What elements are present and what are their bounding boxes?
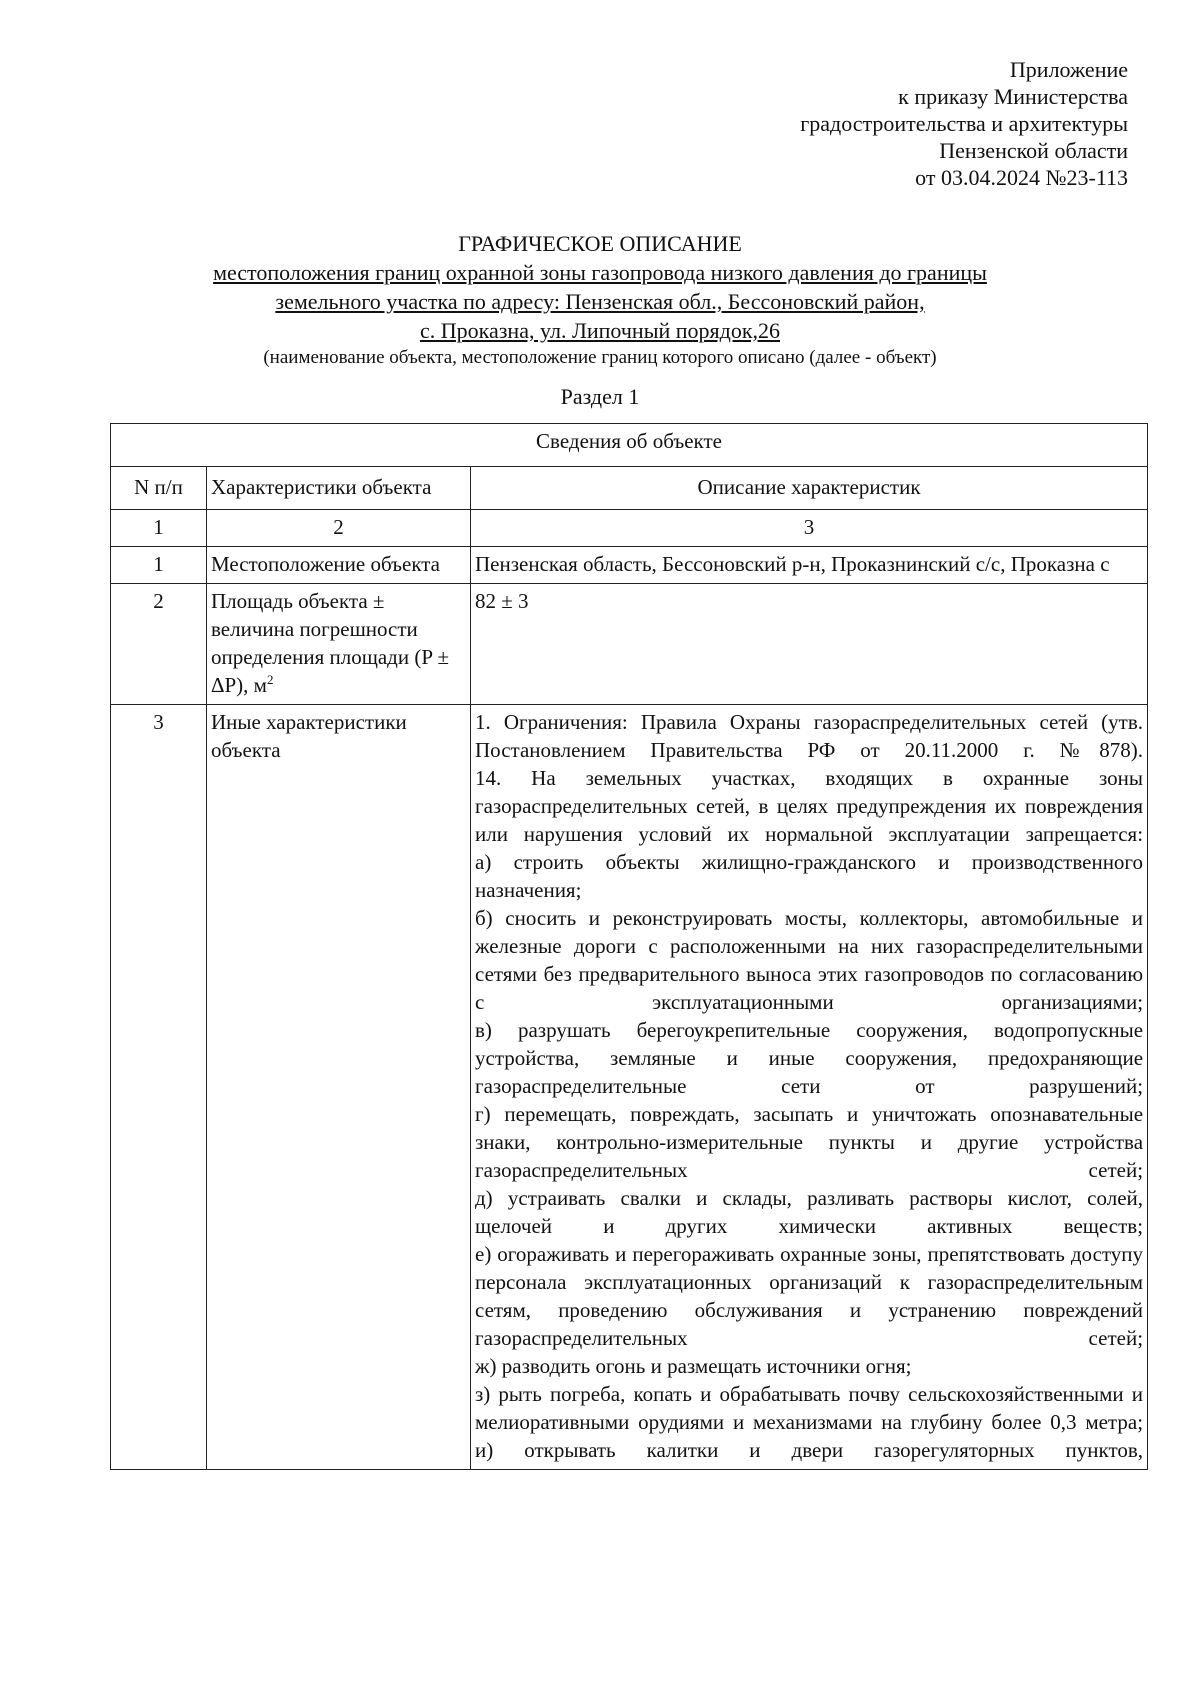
- appendix-block: [628, 56, 1128, 191]
- restriction-paragraph: а) строить объекты жилищно-гражданского и производственного назначения;: [475, 850, 1144, 902]
- restriction-paragraph: ж) разводить огонь и размещать источники огня;: [475, 1354, 912, 1378]
- row-description: 82 ± 3: [471, 584, 1148, 705]
- restriction-paragraph: 1. Ограничения: Правила Охраны газораспределительных сетей (утв. Постановлением Правительства РФ от 20.11.2000 г. №878).: [475, 710, 1144, 762]
- table-header-row: [111, 467, 1148, 510]
- section-title: Раздел 1: [560, 384, 640, 409]
- column-header: N п/п: [111, 467, 207, 510]
- column-header: Характеристики объекта: [207, 467, 471, 510]
- row-characteristic: Местоположение объекта: [207, 547, 471, 584]
- row-description: Пензенская область, Бессоновский р-н, Проказнинский с/с, Проказна с: [471, 547, 1148, 584]
- table-row: [111, 584, 1148, 705]
- restriction-paragraph: г) перемещать, повреждать, засыпать и уничтожать опознавательные знаки, контрольно-измерительные пункты и другие устройства газораспределительных сетей;: [475, 1102, 1144, 1182]
- restriction-paragraph: б) сносить и реконструировать мосты, коллекторы, автомобильные и железные дороги с расположенными на них газораспределительными сетями без предварительного выноса этих газопроводов по согласованию с эксплуатационными организациями;: [475, 906, 1144, 1014]
- restrictions-text: [475, 708, 1143, 1464]
- restriction-paragraph: е) огораживать и перегораживать охранные зоны, препятствовать доступу персонала эксплуатационных организаций к газораспределительным сетям, проведению обслуживания и устранению повреждений газораспределительных сетей;: [475, 1242, 1144, 1350]
- document-subtitle-line: земельного участка по адресу: Пензенская обл., Бессоновский район,: [275, 289, 925, 314]
- row-characteristic: Иные характеристики объекта: [207, 705, 471, 1470]
- appendix-line: Пензенской области: [939, 138, 1128, 163]
- restriction-paragraph: и) открывать калитки и двери газорегуляторных пунктов,: [475, 1438, 1144, 1462]
- restriction-paragraph: з) рыть погреба, копать и обрабатывать почву сельскохозяйственными и мелиоративными орудиями и механизмами на глубину более 0,3 метра;: [475, 1382, 1144, 1434]
- row-description: [471, 705, 1148, 1470]
- document-subtitle-line: местоположения границ охранной зоны газопровода низкого давления до границы: [213, 260, 987, 285]
- table-row: [111, 547, 1148, 584]
- appendix-line: к приказу Министерства: [898, 84, 1128, 109]
- column-number: 2: [207, 510, 471, 547]
- table-caption-row: [111, 424, 1148, 467]
- column-header: Описание характеристик: [471, 467, 1148, 510]
- row-characteristic-text: Площадь объекта ± величина погрешности определения площади (P ± ΔP), м: [211, 589, 450, 697]
- document-title: ГРАФИЧЕСКОЕ ОПИСАНИЕ: [458, 231, 742, 256]
- row-characteristic: [207, 584, 471, 705]
- appendix-line: Приложение: [1009, 57, 1128, 82]
- restriction-paragraph: в) разрушать берегоукрепительные сооружения, водопропускные устройства, земляные и иные сооружения, предохраняющие газораспределительные сети от разрушений;: [475, 1018, 1144, 1098]
- appendix-line: от 03.04.2024 №23-113: [915, 165, 1128, 190]
- row-number: 2: [111, 584, 207, 705]
- restriction-paragraph: д) устраивать свалки и склады, разливать растворы кислот, солей, щелочей и других химически активных веществ;: [475, 1186, 1144, 1238]
- column-number: 1: [111, 510, 207, 547]
- document-note: (наименование объекта, местоположение границ которого описано (далее - объект): [263, 347, 937, 368]
- title-block: [100, 230, 1100, 411]
- appendix-line: градостроительства и архитектуры: [800, 111, 1128, 136]
- object-info-table: [110, 423, 1148, 1470]
- restriction-paragraph: 14. На земельных участках, входящих в охранные зоны газораспределительных сетей, в целях предупреждения их повреждения или нарушения условий их нормальной эксплуатации запрещается:: [475, 766, 1144, 846]
- table-caption: Сведения об объекте: [111, 424, 1148, 467]
- unit-superscript: 2: [266, 672, 274, 687]
- row-number: 3: [111, 705, 207, 1470]
- document-subtitle-line: с. Проказна, ул. Липочный порядок,26: [419, 318, 781, 343]
- column-number-row: [111, 510, 1148, 547]
- row-number: 1: [111, 547, 207, 584]
- column-number: 3: [471, 510, 1148, 547]
- table-row: [111, 705, 1148, 1470]
